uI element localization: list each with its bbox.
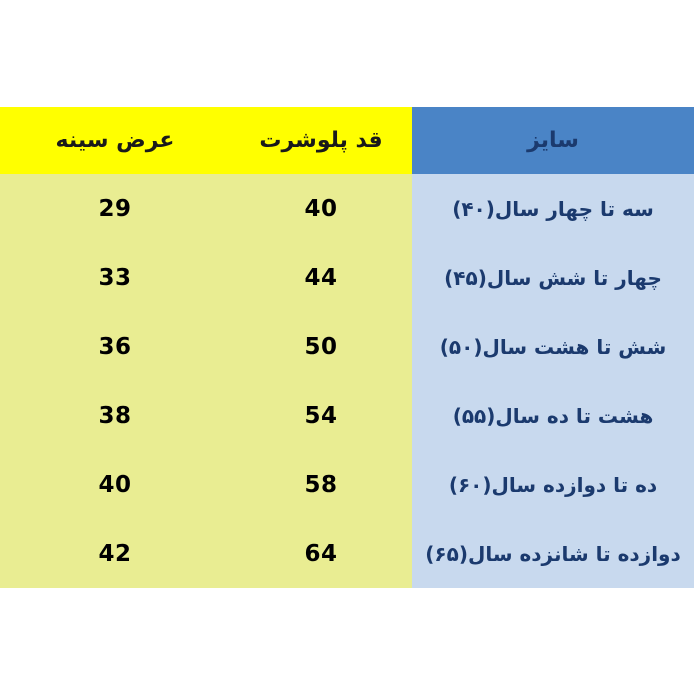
size-cell: شش تا هشت سال(۵۰): [412, 312, 694, 381]
size-cell: دوازده تا شانزده سال(۶۵): [412, 519, 694, 588]
chest-width-cell: 29: [0, 174, 230, 243]
size-cell: چهار تا شش سال(۴۵): [412, 243, 694, 312]
header-chest-width: عرض سینه: [0, 107, 230, 174]
chest-width-cell: 33: [0, 243, 230, 312]
size-cell: سه تا چهار سال(۴۰): [412, 174, 694, 243]
size-cell: هشت تا ده سال(۵۵): [412, 381, 694, 450]
chest-width-cell: 38: [0, 381, 230, 450]
shirt-length-cell: 40: [230, 174, 412, 243]
chest-width-cell: 40: [0, 450, 230, 519]
shirt-length-cell: 44: [230, 243, 412, 312]
shirt-length-cell: 64: [230, 519, 412, 588]
shirt-length-cell: 54: [230, 381, 412, 450]
shirt-length-cell: 58: [230, 450, 412, 519]
chest-width-cell: 36: [0, 312, 230, 381]
shirt-length-cell: 50: [230, 312, 412, 381]
header-shirt-length: قد پلوشرت: [230, 107, 412, 174]
chest-width-cell: 42: [0, 519, 230, 588]
header-size: سایز: [412, 107, 694, 174]
size-cell: ده تا دوازده سال(۶۰): [412, 450, 694, 519]
size-table: [0, 107, 694, 588]
